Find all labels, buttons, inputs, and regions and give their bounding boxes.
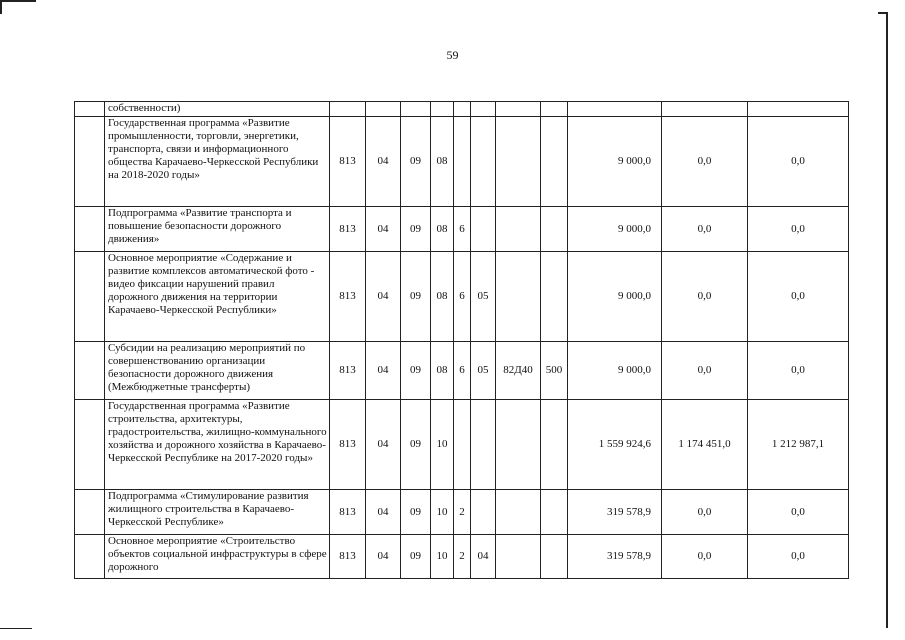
code-cell [471, 207, 496, 252]
code-cell: 6 [454, 207, 471, 252]
code-cell: 10 [431, 400, 454, 490]
code-cell: 813 [330, 400, 366, 490]
code-cell: 09 [401, 252, 431, 342]
code-cell [401, 102, 431, 117]
code-cell: 813 [330, 207, 366, 252]
table-body [75, 102, 849, 579]
amount-year1-cell [568, 102, 662, 117]
code-cell: 813 [330, 342, 366, 400]
row-name-cell: Основное мероприятие «Строительство объектов социальной инфраструктуры в сфере дорожного [105, 535, 330, 579]
amount-year2-cell: 0,0 [662, 207, 748, 252]
amount-year1-cell: 319 578,9 [568, 490, 662, 535]
row-name-cell: собственности) [105, 102, 330, 117]
code-cell: 2 [454, 490, 471, 535]
scan-edge-mark [0, 0, 2, 14]
amount-year3-cell: 0,0 [748, 207, 849, 252]
code-cell: 08 [431, 117, 454, 207]
amount-year2-cell: 0,0 [662, 490, 748, 535]
code-cell: 08 [431, 342, 454, 400]
amount-year2-cell: 1 174 451,0 [662, 400, 748, 490]
row-name-cell: Подпрограмма «Развитие транспорта и повышение безопасности дорожного движения» [105, 207, 330, 252]
amount-year2-cell: 0,0 [662, 117, 748, 207]
code-cell: 05 [471, 342, 496, 400]
code-cell: 08 [431, 207, 454, 252]
code-cell [541, 490, 568, 535]
code-cell [541, 535, 568, 579]
code-cell: 813 [330, 252, 366, 342]
table-row [75, 117, 849, 207]
code-cell: 04 [366, 342, 401, 400]
amount-year3-cell: 0,0 [748, 490, 849, 535]
code-cell: 09 [401, 535, 431, 579]
code-cell [366, 102, 401, 117]
amount-year2-cell: 0,0 [662, 342, 748, 400]
code-cell: 09 [401, 207, 431, 252]
code-cell: 09 [401, 400, 431, 490]
code-cell: 09 [401, 342, 431, 400]
row-index-cell [75, 207, 105, 252]
table-row [75, 490, 849, 535]
code-cell [496, 400, 541, 490]
row-name-cell: Государственная программа «Развитие промышленности, торговли, энергетики, транспорта, связи и информационного общества Карачаево-Черкесской Республики на 2018-2020 годы» [105, 117, 330, 207]
row-index-cell [75, 490, 105, 535]
table-row [75, 252, 849, 342]
row-index-cell [75, 342, 105, 400]
code-cell [330, 102, 366, 117]
table-row [75, 342, 849, 400]
amount-year3-cell: 1 212 987,1 [748, 400, 849, 490]
code-cell: 09 [401, 490, 431, 535]
row-index-cell [75, 102, 105, 117]
code-cell [541, 400, 568, 490]
code-cell [471, 117, 496, 207]
amount-year1-cell: 1 559 924,6 [568, 400, 662, 490]
table-row [75, 535, 849, 579]
table-row [75, 400, 849, 490]
code-cell: 04 [366, 400, 401, 490]
code-cell [454, 400, 471, 490]
amount-year3-cell: 0,0 [748, 535, 849, 579]
code-cell: 82Д40 [496, 342, 541, 400]
row-index-cell [75, 252, 105, 342]
scan-corner-mark [0, 0, 36, 2]
code-cell: 04 [471, 535, 496, 579]
page-number: 59 [446, 48, 459, 62]
code-cell: 04 [366, 535, 401, 579]
code-cell: 6 [454, 342, 471, 400]
code-cell [541, 102, 568, 117]
code-cell [541, 117, 568, 207]
code-cell [496, 252, 541, 342]
code-cell: 04 [366, 490, 401, 535]
scan-right-edge [886, 12, 888, 628]
code-cell [454, 102, 471, 117]
code-cell [471, 490, 496, 535]
amount-year3-cell: 0,0 [748, 342, 849, 400]
code-cell [541, 207, 568, 252]
code-cell: 6 [454, 252, 471, 342]
code-cell: 04 [366, 117, 401, 207]
code-cell: 09 [401, 117, 431, 207]
amount-year3-cell [748, 102, 849, 117]
code-cell: 813 [330, 117, 366, 207]
scan-bottom-mark [0, 628, 32, 629]
code-cell: 05 [471, 252, 496, 342]
code-cell: 813 [330, 535, 366, 579]
code-cell [496, 490, 541, 535]
code-cell [471, 102, 496, 117]
amount-year2-cell: 0,0 [662, 535, 748, 579]
row-name-cell: Основное мероприятие «Содержание и развитие комплексов автоматической фото - видео фиксации нарушений правил дорожного движения на территории Карачаево-Черкесской Республики» [105, 252, 330, 342]
row-name-cell: Государственная программа «Развитие строительства, архитектуры, градостроительства, жилищно-коммунального хозяйства и дорожного хозяйства в Карачаево-Черкесской Республике на 2017-2020 годы» [105, 400, 330, 490]
code-cell [454, 117, 471, 207]
scan-right-notch [878, 12, 888, 14]
amount-year1-cell: 9 000,0 [568, 342, 662, 400]
code-cell: 813 [330, 490, 366, 535]
code-cell [431, 102, 454, 117]
amount-year2-cell: 0,0 [662, 252, 748, 342]
amount-year2-cell [662, 102, 748, 117]
code-cell: 04 [366, 207, 401, 252]
table-row [75, 207, 849, 252]
code-cell: 08 [431, 252, 454, 342]
code-cell: 2 [454, 535, 471, 579]
code-cell [496, 117, 541, 207]
amount-year1-cell: 9 000,0 [568, 117, 662, 207]
row-index-cell [75, 117, 105, 207]
row-index-cell [75, 535, 105, 579]
row-name-cell: Субсидии на реализацию мероприятий по совершенствованию организации безопасности дорожного движения (Межбюджетные трансферты) [105, 342, 330, 400]
code-cell [541, 252, 568, 342]
code-cell: 10 [431, 490, 454, 535]
amount-year1-cell: 9 000,0 [568, 207, 662, 252]
amount-year1-cell: 9 000,0 [568, 252, 662, 342]
budget-table [74, 101, 849, 579]
code-cell [471, 400, 496, 490]
row-name-cell: Подпрограмма «Стимулирование развития жилищного строительства в Карачаево-Черкесской Республике» [105, 490, 330, 535]
code-cell [496, 102, 541, 117]
code-cell: 10 [431, 535, 454, 579]
table-row [75, 102, 849, 117]
code-cell: 500 [541, 342, 568, 400]
code-cell: 04 [366, 252, 401, 342]
amount-year3-cell: 0,0 [748, 252, 849, 342]
row-index-cell [75, 400, 105, 490]
code-cell [496, 207, 541, 252]
amount-year3-cell: 0,0 [748, 117, 849, 207]
code-cell [496, 535, 541, 579]
amount-year1-cell: 319 578,9 [568, 535, 662, 579]
